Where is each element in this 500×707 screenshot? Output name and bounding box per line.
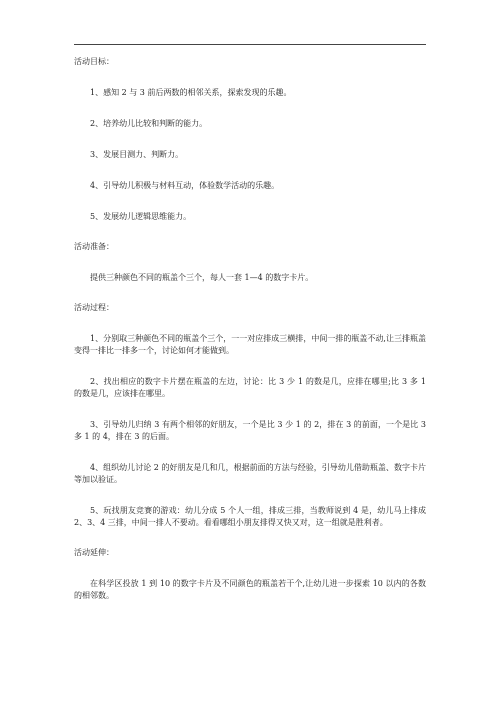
goal-item-4: 4、引导幼儿积极与材料互动，体验数学活动的乐趣。 — [90, 181, 280, 190]
section-heading-preparation: 活动准备： — [74, 242, 114, 251]
goal-item-3: 3、发展目测力、判断力。 — [90, 150, 184, 159]
preparation-text: 提供三种颜色不同的瓶盖个三个，每人一套 1—4 的数字卡片。 — [90, 273, 314, 282]
process-step-5: 5、玩找朋友竞赛的游戏：幼儿分成 5 个人一组，排成三排，当教师说到 4 是，幼儿马上排成 2、3、4 三排，中间一排人不要动。看看哪组小朋友排得又快又对，这一组就是胜利者。 — [74, 506, 426, 527]
goal-item-2: 2、培养幼儿比较和判断的能力。 — [90, 119, 208, 128]
document-body — [74, 56, 426, 602]
section-heading-process: 活动过程： — [74, 303, 114, 312]
process-step-3: 3、引导幼儿归纳 3 有两个相邻的好朋友，一个是比 3 少 1 的 2，排在 3 的前面，一个是比 3 多 1 的 4，排在 3 的后面。 — [74, 420, 426, 441]
process-step-2: 2、找出相应的数字卡片摆在瓶盖的左边，讨论：比 3 少 1 的数是几，应排在哪里;比 3 多 1 的数是几，应该排在哪里。 — [74, 377, 426, 398]
section-heading-goals: 活动目标： — [74, 57, 114, 66]
extension-text: 在科学区投放 1 到 10 的数字卡片及不同颜色的瓶盖若干个,让幼儿进一步探索 10 以内的各数的相邻数。 — [74, 579, 426, 600]
process-step-4: 4、组织幼儿讨论 2 的好朋友是几和几，根据前面的方法与经验，引导幼儿借助瓶盖、数字卡片等加以验证。 — [74, 463, 426, 484]
goal-item-1: 1、感知 2 与 3 前后两数的相邻关系，探索发现的乐趣。 — [90, 88, 292, 97]
goal-item-5: 5、发展幼儿逻辑思维能力。 — [90, 212, 192, 221]
section-heading-extension: 活动延伸： — [74, 548, 114, 557]
process-step-1: 1、分别取三种颜色不同的瓶盖个三个，一一对应排成三横排，中间一排的瓶盖不动,让三排瓶盖变得一排比一排多一个，讨论如何才能做到。 — [74, 334, 426, 355]
header-rule — [74, 44, 426, 45]
